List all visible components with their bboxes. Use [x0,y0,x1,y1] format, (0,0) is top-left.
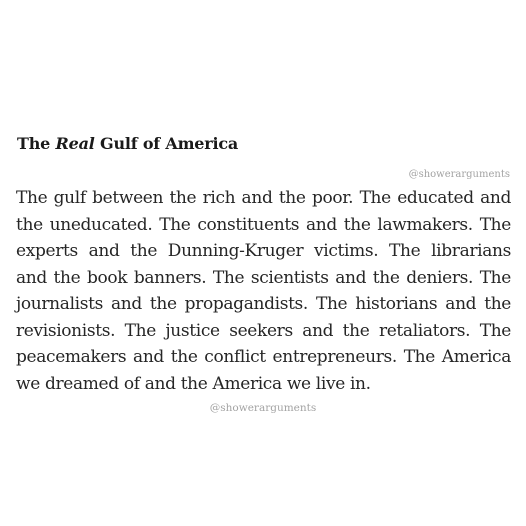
post-body-text: The gulf between the rich and the poor. The educated and the uneducated. The constituents and the lawmakers. The experts and the Dunning-Kruger victims. The librarians and the book banners. The scientists and the deniers. The journalists and the propagandists. The historians and the revisionists. The justice seekers and the retaliators. The peacemakers and the conflict entrepreneurs. The America we dreamed of and the America we live in. [16,188,511,394]
watermark-handle-top: @showerarguments [408,169,510,180]
watermark-handle-bottom: @showerarguments [209,402,317,414]
post-title [17,134,238,153]
post-title-emphasis: Real [55,134,95,153]
post-title-prefix: The [17,134,56,153]
post-title-suffix: Gulf of America [94,134,239,153]
